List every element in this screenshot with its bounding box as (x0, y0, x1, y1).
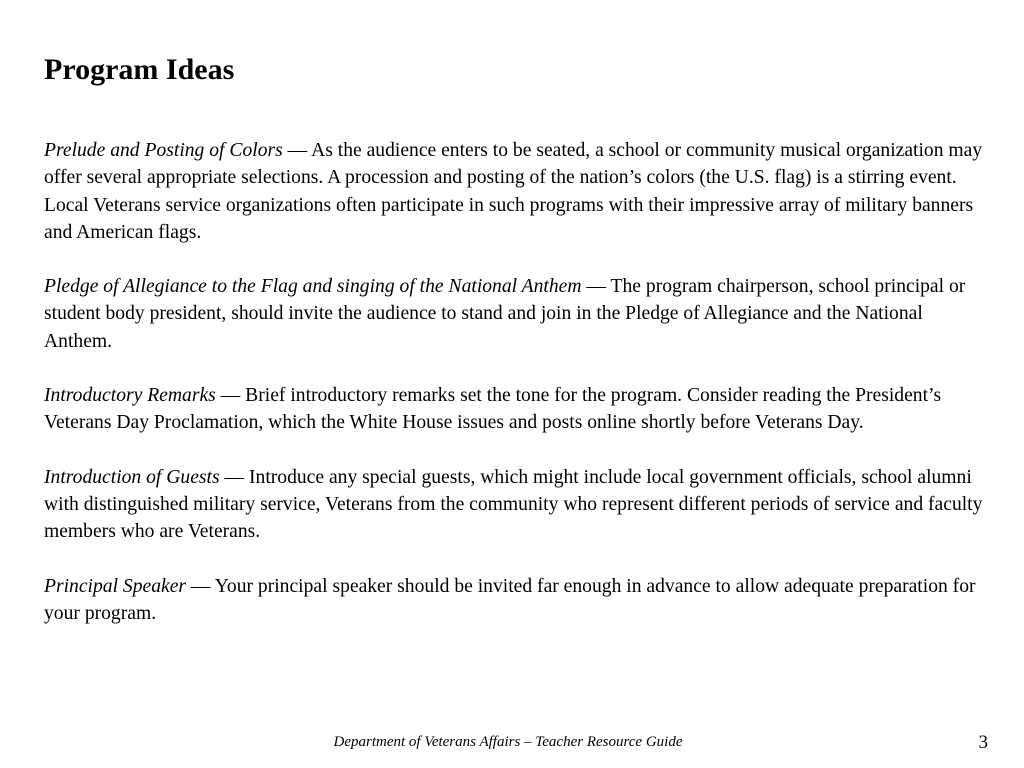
section-heading: Prelude and Posting of Colors (44, 140, 283, 161)
section-body: As the audience enters to be seated, a school or community musical organization may offer several appropriate selections. A procession and posting of the nation’s colors (the U.S. flag) is a stirring event. Local Veterans service organizations often participate in such programs with their impressive array of military banners and American flags. (44, 140, 983, 243)
em-dash-separator: — (186, 575, 215, 597)
section-pledge-of-allegiance (44, 273, 984, 355)
section-introductory-remarks (44, 382, 984, 437)
page-title: Program Ideas (44, 53, 235, 86)
section-body: Introduce any special guests, which might include local government officials, school alumni with distinguished military service, Veterans from the community who represent different periods of service and faculty members who are Veterans. (44, 466, 983, 543)
section-heading: Pledge of Allegiance to the Flag and singing of the National Anthem (44, 276, 582, 298)
em-dash-separator: — (219, 466, 249, 488)
em-dash-separator: — (282, 140, 312, 161)
section-introduction-of-guests (44, 464, 984, 546)
program-ideas-list (44, 137, 984, 654)
page-number: 3 (978, 732, 988, 753)
section-body: Your principal speaker should be invited far enough in advance to allow adequate preparation for your program. (44, 575, 976, 624)
section-prelude-and-posting-of-colors (44, 137, 984, 246)
section-heading: Introduction of Guests (44, 466, 220, 488)
em-dash-separator: — (215, 385, 246, 407)
section-heading: Introductory Remarks (44, 385, 216, 407)
footer-text: Department of Veterans Affairs – Teacher Resource Guide (333, 734, 683, 750)
section-body: The program chairperson, school principal or student body president, should invite the audience to stand and join in the Pledge of Allegiance and the National Anthem. (44, 276, 966, 352)
section-body: Brief introductory remarks set the tone for the program. Consider reading the President’s Veterans Day Proclamation, which the White House issues and posts online shortly before Veterans Day. (44, 385, 942, 434)
section-principal-speaker (44, 573, 984, 628)
em-dash-separator: — (581, 276, 611, 298)
section-heading: Principal Speaker (44, 575, 187, 597)
